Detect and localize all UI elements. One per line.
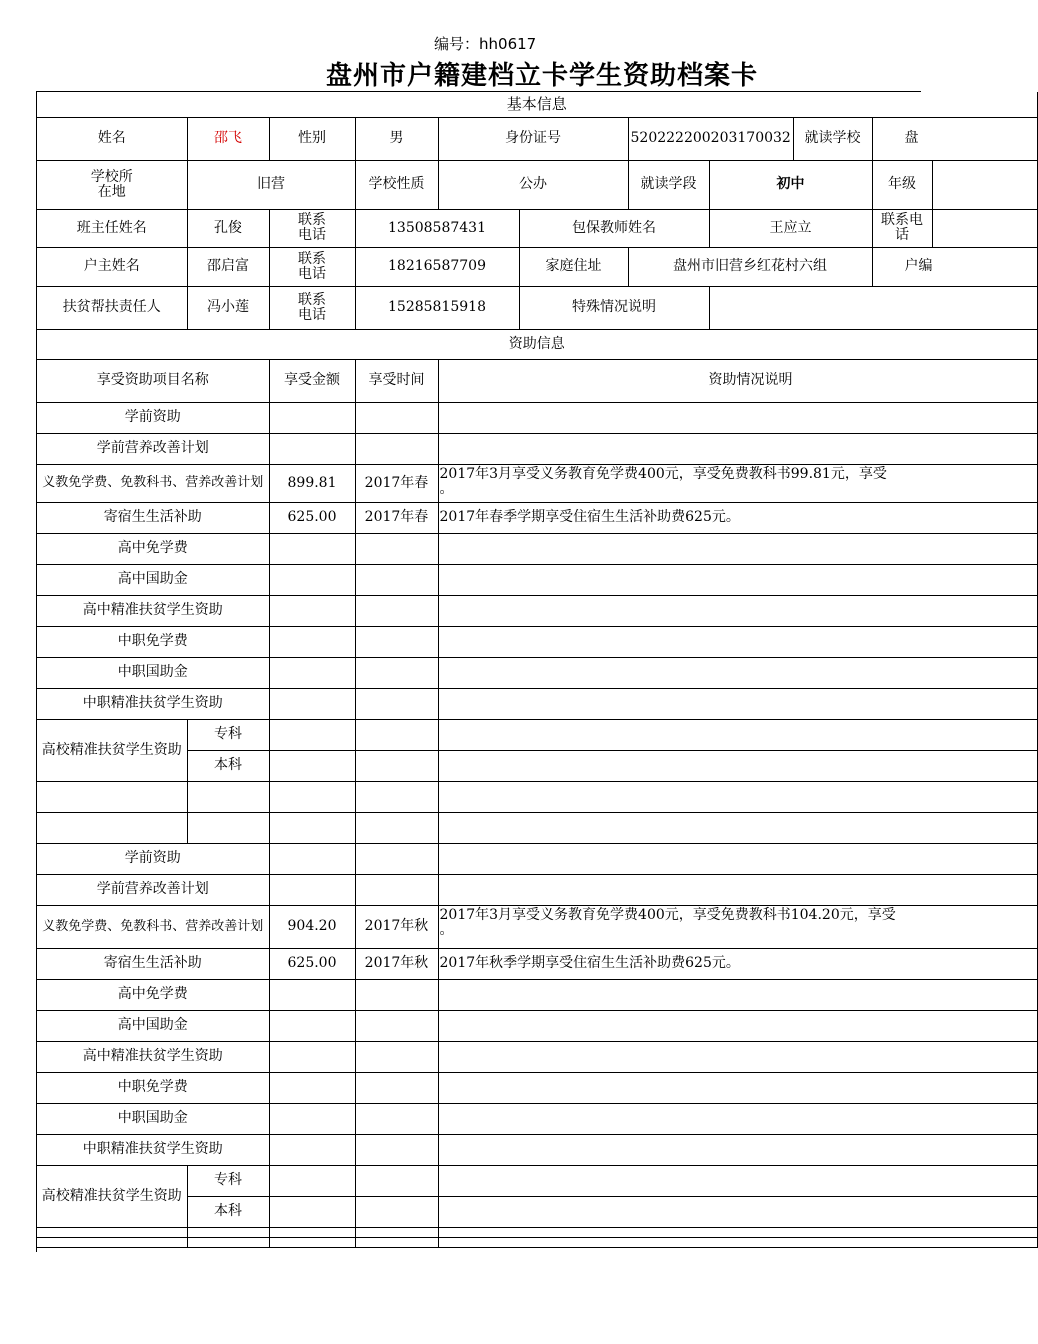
- gender-value: 男: [355, 117, 438, 160]
- aid-description-line: 。: [439, 480, 454, 497]
- aid-time: [355, 433, 438, 464]
- school-label: 就读学校: [793, 117, 872, 160]
- aid-amount: [269, 1237, 355, 1247]
- aid-time: 2017年秋: [355, 948, 438, 979]
- aid-row: [37, 595, 1037, 626]
- col-time-header: 享受时间: [355, 359, 438, 402]
- aid-project-name: [37, 812, 187, 843]
- aid-time: [355, 1196, 438, 1227]
- aid-description: [438, 464, 1037, 502]
- aid-amount: [269, 595, 355, 626]
- aid-row-empty: [37, 781, 1037, 812]
- aid-amount: [269, 1072, 355, 1103]
- aid-row: [37, 433, 1037, 464]
- aid-amount: [269, 1227, 355, 1237]
- id-label: 身份证号: [438, 117, 628, 160]
- aid-amount: [269, 626, 355, 657]
- aid-project-name: 高中精准扶贫学生资助: [37, 1041, 269, 1072]
- aid-amount: 904.20: [269, 905, 355, 948]
- serial-label: 编号：: [434, 35, 480, 53]
- aid-section-title: 资助信息: [37, 329, 1037, 359]
- archive-table: [37, 92, 1038, 1248]
- aid-project-name: 寄宿生生活补助: [37, 502, 269, 533]
- aid-row: [37, 402, 1037, 433]
- aid-description: [438, 688, 1037, 719]
- aid-row: [37, 1072, 1037, 1103]
- aid-amount: [269, 1134, 355, 1165]
- col-desc-header: 资助情况说明: [438, 359, 1037, 402]
- aid-description: [438, 1165, 1037, 1196]
- school-location-label: 学校所在地: [37, 160, 187, 209]
- col-amount-header: 享受金额: [269, 359, 355, 402]
- aid-time: [355, 874, 438, 905]
- aid-time: [355, 1103, 438, 1134]
- aid-time: 2017年秋: [355, 905, 438, 948]
- aid-project-name: [187, 1227, 269, 1237]
- col-project-header: 享受资助项目名称: [37, 359, 269, 402]
- aid-amount: 899.81: [269, 464, 355, 502]
- hukou-label: 户编: [872, 247, 1037, 286]
- aid-time: [355, 750, 438, 781]
- school-type-value: 公办: [438, 160, 628, 209]
- aid-time: [355, 1165, 438, 1196]
- aid-description: [438, 564, 1037, 595]
- aid-amount: [269, 1041, 355, 1072]
- aid-time: [355, 781, 438, 812]
- aid-description: [438, 812, 1037, 843]
- aid-row: [37, 1103, 1037, 1134]
- college-sub-bachelor: 本科: [187, 1196, 269, 1227]
- aid-project-name: 学前营养改善计划: [37, 433, 269, 464]
- teacher-phone-value: 13508587431: [355, 209, 519, 247]
- aid-description: [438, 402, 1037, 433]
- helper-label: 扶贫帮扶责任人: [37, 286, 187, 329]
- stage-value: 初中: [709, 160, 872, 209]
- aid-project-name: 中职国助金: [37, 657, 269, 688]
- aid-project-name: 中职精准扶贫学生资助: [37, 1134, 269, 1165]
- aid-project-name: 寄宿生生活补助: [37, 948, 269, 979]
- aid-description: [438, 979, 1037, 1010]
- aid-project-name: 学前营养改善计划: [37, 874, 269, 905]
- aid-row-empty: [37, 1227, 1037, 1237]
- aid-description: [438, 1227, 1037, 1237]
- aid-description: [438, 1196, 1037, 1227]
- aid-row: [37, 564, 1037, 595]
- aid-row: [37, 843, 1037, 874]
- aid-amount: [269, 781, 355, 812]
- aid-time: [355, 657, 438, 688]
- aid-amount: [269, 688, 355, 719]
- stage-label: 就读学段: [628, 160, 709, 209]
- aid-description: [438, 1072, 1037, 1103]
- aid-amount: [269, 564, 355, 595]
- aid-description-line: 2017年3月享受义务教育免学费400元，享受免费教科书99.81元，享受: [439, 465, 887, 482]
- aid-amount: [269, 812, 355, 843]
- aid-project-name: 中职免学费: [37, 1072, 269, 1103]
- aid-time: [355, 533, 438, 564]
- aid-amount: [269, 979, 355, 1010]
- aid-project-name: [187, 1237, 269, 1247]
- special-value: [709, 286, 1037, 329]
- name-label: 姓名: [37, 117, 187, 160]
- aid-amount: [269, 719, 355, 750]
- aid-time: [355, 595, 438, 626]
- householder-phone-label: 联系电话: [269, 247, 355, 286]
- college-sub-bachelor: 本科: [187, 750, 269, 781]
- address-value: 盘州市旧营乡红花村六组: [628, 247, 872, 286]
- page-title: 盘州市户籍建档立卡学生资助档案卡: [326, 61, 759, 91]
- aid-time: [355, 1041, 438, 1072]
- college-aid-label: 高校精准扶贫学生资助: [37, 719, 187, 781]
- aid-description: [438, 595, 1037, 626]
- aid-amount: [269, 1196, 355, 1227]
- aid-time: 2017年春: [355, 502, 438, 533]
- aid-row: [37, 1041, 1037, 1072]
- aid-project-name: [187, 812, 269, 843]
- helper-phone-value: 15285815918: [355, 286, 519, 329]
- archive-card: [36, 91, 933, 1252]
- aid-amount: [269, 1010, 355, 1041]
- aid-row: [37, 464, 1037, 502]
- aid-description: 2017年秋季学期享受住宿生生活补助费625元。: [438, 948, 1037, 979]
- aid-description: [438, 657, 1037, 688]
- aid-description: [438, 533, 1037, 564]
- aid-description: [438, 1237, 1037, 1247]
- aid-time: [355, 1072, 438, 1103]
- aid-project-name: 高中国助金: [37, 1010, 269, 1041]
- aid-description: [438, 905, 1037, 948]
- aid-time: [355, 812, 438, 843]
- aid-description: [438, 1134, 1037, 1165]
- aid-amount: [269, 874, 355, 905]
- aid-project-name: 中职精准扶贫学生资助: [37, 688, 269, 719]
- aid-project-name: 高中免学费: [37, 979, 269, 1010]
- aid-row: [37, 750, 1037, 781]
- aid-description: [438, 1010, 1037, 1041]
- aid-amount: [269, 533, 355, 564]
- serial-value: hh0617: [479, 35, 537, 53]
- school-type-label: 学校性质: [355, 160, 438, 209]
- aid-time: 2017年春: [355, 464, 438, 502]
- aid-project-name: 高中精准扶贫学生资助: [37, 595, 269, 626]
- aid-description: [438, 626, 1037, 657]
- id-value: 520222200203170032: [628, 117, 793, 160]
- aid-row: [37, 626, 1037, 657]
- aid-time: [355, 719, 438, 750]
- guarantee-teacher-label: 包保教师姓名: [519, 209, 709, 247]
- aid-description: [438, 1041, 1037, 1072]
- special-label: 特殊情况说明: [519, 286, 709, 329]
- aid-time: [355, 843, 438, 874]
- aid-row: [37, 719, 1037, 750]
- college-sub-junior: 专科: [187, 1165, 269, 1196]
- guarantee-phone-value: [932, 209, 1037, 247]
- aid-project-name: 中职免学费: [37, 626, 269, 657]
- teacher-value: 孔俊: [187, 209, 269, 247]
- aid-project-name: 义教免学费、免教科书、营养改善计划: [37, 464, 269, 502]
- aid-row: [37, 1134, 1037, 1165]
- aid-description: [438, 781, 1037, 812]
- aid-description: [438, 874, 1037, 905]
- aid-description: [438, 843, 1037, 874]
- aid-row: [37, 657, 1037, 688]
- aid-project-name: [37, 781, 187, 812]
- aid-description: [438, 750, 1037, 781]
- aid-row-empty: [37, 1237, 1037, 1247]
- helper-phone-label: 联系电话: [269, 286, 355, 329]
- aid-amount: [269, 402, 355, 433]
- aid-description-line: 2017年3月享受义务教育免学费400元，享受免费教科书104.20元，享受: [439, 906, 896, 923]
- aid-row: [37, 533, 1037, 564]
- aid-time: [355, 1010, 438, 1041]
- aid-project-name: 中职国助金: [37, 1103, 269, 1134]
- aid-row: [37, 1165, 1037, 1196]
- aid-project-name: 义教免学费、免教科书、营养改善计划: [37, 905, 269, 948]
- aid-time: [355, 1227, 438, 1237]
- householder-value: 邵启富: [187, 247, 269, 286]
- grade-value: [932, 160, 1037, 209]
- aid-description-line: 。: [439, 921, 454, 938]
- aid-project-name: 高中国助金: [37, 564, 269, 595]
- householder-phone-value: 18216587709: [355, 247, 519, 286]
- grade-label: 年级: [872, 160, 932, 209]
- aid-project-name: 学前资助: [37, 843, 269, 874]
- aid-time: [355, 979, 438, 1010]
- aid-amount: 625.00: [269, 502, 355, 533]
- aid-time: [355, 1237, 438, 1247]
- school-location-value: 旧营: [187, 160, 355, 209]
- address-label: 家庭住址: [519, 247, 628, 286]
- aid-row: [37, 1196, 1037, 1227]
- helper-value: 冯小莲: [187, 286, 269, 329]
- aid-description: [438, 433, 1037, 464]
- aid-row: [37, 948, 1037, 979]
- aid-project-name: [37, 1227, 187, 1237]
- college-aid-label: 高校精准扶贫学生资助: [37, 1165, 187, 1227]
- school-value: 盘: [872, 117, 1037, 160]
- aid-description: 2017年春季学期享受住宿生生活补助费625元。: [438, 502, 1037, 533]
- aid-amount: [269, 433, 355, 464]
- college-sub-junior: 专科: [187, 719, 269, 750]
- aid-time: [355, 1134, 438, 1165]
- aid-row: [37, 979, 1037, 1010]
- gender-label: 性别: [269, 117, 355, 160]
- aid-time: [355, 402, 438, 433]
- aid-time: [355, 564, 438, 595]
- aid-description: [438, 719, 1037, 750]
- aid-project-name: [37, 1237, 187, 1247]
- aid-row: [37, 688, 1037, 719]
- aid-amount: [269, 750, 355, 781]
- aid-row: [37, 874, 1037, 905]
- aid-project-name: 高中免学费: [37, 533, 269, 564]
- guarantee-phone-label: 联系电话: [872, 209, 932, 247]
- aid-description: [438, 1103, 1037, 1134]
- guarantee-teacher-value: 王应立: [709, 209, 872, 247]
- householder-label: 户主姓名: [37, 247, 187, 286]
- aid-amount: 625.00: [269, 948, 355, 979]
- aid-row: [37, 905, 1037, 948]
- serial-number: [434, 33, 536, 54]
- aid-project-name: 学前资助: [37, 402, 269, 433]
- aid-time: [355, 626, 438, 657]
- name-value: 邵飞: [187, 117, 269, 160]
- aid-row: [37, 502, 1037, 533]
- aid-time: [355, 688, 438, 719]
- aid-amount: [269, 657, 355, 688]
- aid-row-empty: [37, 812, 1037, 843]
- aid-amount: [269, 1165, 355, 1196]
- aid-amount: [269, 1103, 355, 1134]
- aid-row: [37, 1010, 1037, 1041]
- teacher-label: 班主任姓名: [37, 209, 187, 247]
- aid-amount: [269, 843, 355, 874]
- basic-section-title: 基本信息: [37, 92, 1037, 117]
- aid-project-name: [187, 781, 269, 812]
- teacher-phone-label: 联系电话: [269, 209, 355, 247]
